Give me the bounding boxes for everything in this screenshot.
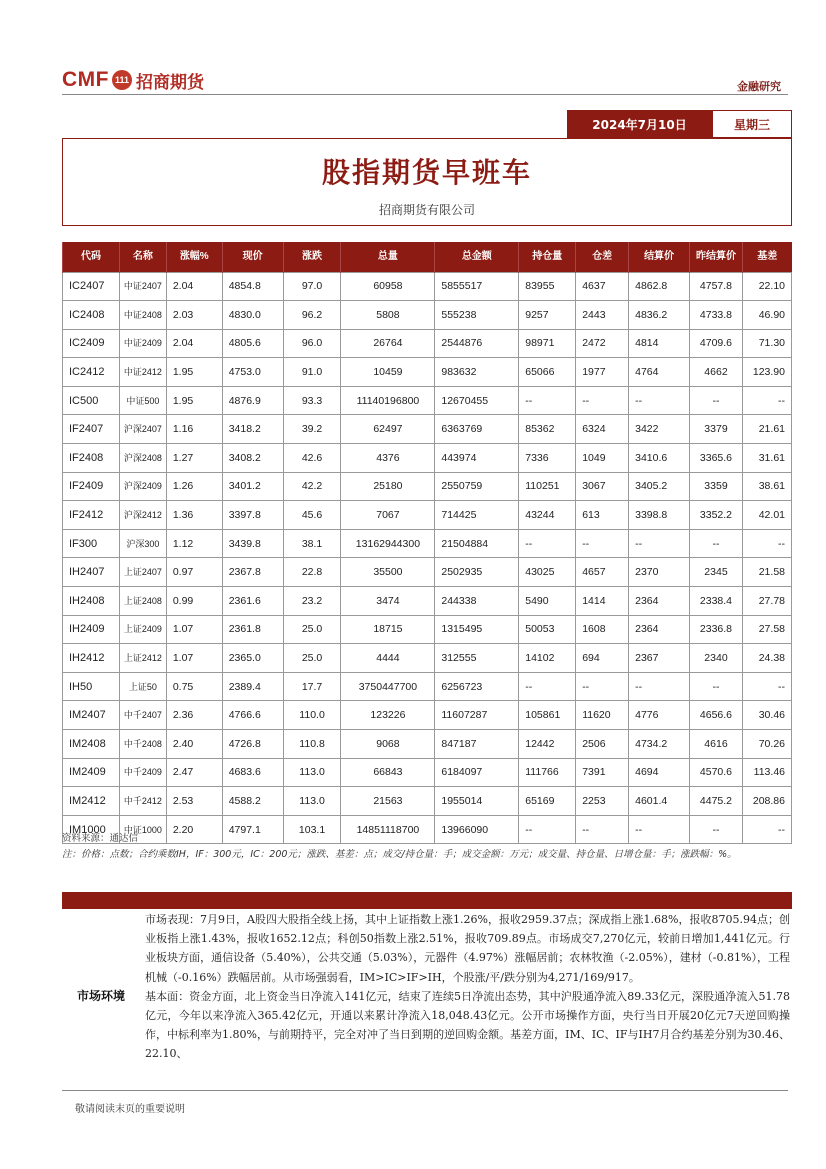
table-cell: 2389.4 — [222, 672, 283, 701]
table-cell: IM2409 — [63, 758, 120, 787]
table-cell: 2338.4 — [690, 587, 743, 616]
table-cell: 2.36 — [166, 701, 222, 730]
table-cell: -- — [629, 386, 690, 415]
table-row — [63, 615, 792, 644]
table-cell: 85362 — [519, 415, 576, 444]
table-cell: 1955014 — [435, 787, 519, 816]
table-cell: 6256723 — [435, 672, 519, 701]
table-cell: 2443 — [576, 301, 629, 330]
table-cell: -- — [690, 672, 743, 701]
table-cell: 4709.6 — [690, 329, 743, 358]
table-cell: 93.3 — [283, 386, 341, 415]
table-cell: 43025 — [519, 558, 576, 587]
table-cell: 2336.8 — [690, 615, 743, 644]
table-cell: -- — [690, 529, 743, 558]
table-cell: 110.0 — [283, 701, 341, 730]
column-header: 总金额 — [435, 242, 519, 272]
table-cell: 60958 — [341, 272, 435, 301]
table-cell: 71.30 — [742, 329, 791, 358]
table-cell: 1.07 — [166, 615, 222, 644]
table-cell: 25.0 — [283, 615, 341, 644]
table-cell: 66843 — [341, 758, 435, 787]
table-cell: 3474 — [341, 587, 435, 616]
table-cell: 1.95 — [166, 386, 222, 415]
table-cell: 42.2 — [283, 472, 341, 501]
table-cell: 13966090 — [435, 815, 519, 844]
table-cell: 上证2407 — [119, 558, 166, 587]
table-cell: 5855517 — [435, 272, 519, 301]
table-cell: 21.58 — [742, 558, 791, 587]
table-cell: 3750447700 — [341, 672, 435, 701]
table-cell: 98971 — [519, 329, 576, 358]
table-cell: 21.61 — [742, 415, 791, 444]
table-row — [63, 386, 792, 415]
table-cell: 9068 — [341, 730, 435, 759]
table-cell: 4694 — [629, 758, 690, 787]
table-cell: 103.1 — [283, 815, 341, 844]
table-cell: 1.27 — [166, 444, 222, 473]
table-cell: IF2408 — [63, 444, 120, 473]
table-cell: 4588.2 — [222, 787, 283, 816]
table-cell: IM2412 — [63, 787, 120, 816]
table-cell: -- — [742, 815, 791, 844]
logo — [62, 66, 204, 94]
table-cell: 4475.2 — [690, 787, 743, 816]
table-cell: 中证2412 — [119, 358, 166, 387]
footer-disclaimer: 敬请阅读末页的重要说明 — [75, 1104, 185, 1115]
table-cell: -- — [742, 672, 791, 701]
table-cell: 2544876 — [435, 329, 519, 358]
table-cell: 沪深2408 — [119, 444, 166, 473]
table-cell: 96.2 — [283, 301, 341, 330]
table-cell: 4797.1 — [222, 815, 283, 844]
table-cell: -- — [519, 672, 576, 701]
table-cell: 312555 — [435, 644, 519, 673]
market-performance-paragraph: 市场表现：7月9日，A股四大股指全线上扬，其中上证指数上涨1.26%，报收2959.37点；深成指上涨1.68%，报收8705.94点；创业板指上涨1.43%，报收1652.12点；科创50指数上涨2.51%，报收709.89点。市场成交7,270亿元，较前日增加1,441亿元。行业板块方面，通信设备（5.40%），公共交通（5.03%），元器件（4.97%）涨幅居前；农林牧渔（-2.05%），建材（-0.81%），工程机械（-0.16%）跌幅居前。从市场强弱看，IM>IC>IF>IH，个股涨/平/跌分别为4,271/169/917。 — [145, 913, 790, 984]
table-cell: IH2409 — [63, 615, 120, 644]
table-cell: 2.20 — [166, 815, 222, 844]
table-row — [63, 815, 792, 844]
table-cell: IH2412 — [63, 644, 120, 673]
table-cell: 3405.2 — [629, 472, 690, 501]
table-cell: 2502935 — [435, 558, 519, 587]
table-cell: 50053 — [519, 615, 576, 644]
table-cell: 2.47 — [166, 758, 222, 787]
table-cell: 4637 — [576, 272, 629, 301]
table-row — [63, 329, 792, 358]
column-header: 仓差 — [576, 242, 629, 272]
table-cell: -- — [690, 386, 743, 415]
table-cell: -- — [519, 815, 576, 844]
table-cell: IC2408 — [63, 301, 120, 330]
column-header: 持仓量 — [519, 242, 576, 272]
table-cell: 21504884 — [435, 529, 519, 558]
table-cell: 沪深300 — [119, 529, 166, 558]
table-cell: 847187 — [435, 730, 519, 759]
table-cell: 31.61 — [742, 444, 791, 473]
table-row — [63, 501, 792, 530]
table-cell: 21563 — [341, 787, 435, 816]
table-cell: -- — [690, 815, 743, 844]
table-cell: 4805.6 — [222, 329, 283, 358]
table-cell: -- — [742, 529, 791, 558]
column-header: 结算价 — [629, 242, 690, 272]
table-cell: IC2407 — [63, 272, 120, 301]
futures-table — [62, 242, 792, 844]
department-label: 金融研究 — [737, 80, 781, 93]
table-cell: 7391 — [576, 758, 629, 787]
table-cell: IC2409 — [63, 329, 120, 358]
table-cell: 613 — [576, 501, 629, 530]
table-cell: 26764 — [341, 329, 435, 358]
table-cell: 96.0 — [283, 329, 341, 358]
table-cell: -- — [576, 672, 629, 701]
table-note: 注：价格：点数；合约乘数IH，IF：300元，IC：200元；涨跌、基差：点；成交/持仓量：手；成交金额：万元；成交量、持仓量、日增仓量：手；涨跌幅：%。 — [62, 849, 737, 860]
table-cell: 113.0 — [283, 787, 341, 816]
table-cell: 2365.0 — [222, 644, 283, 673]
table-cell: 23.2 — [283, 587, 341, 616]
table-row — [63, 730, 792, 759]
table-cell: 65169 — [519, 787, 576, 816]
table-cell: 0.75 — [166, 672, 222, 701]
table-cell: 沪深2407 — [119, 415, 166, 444]
table-row — [63, 529, 792, 558]
section-bar — [62, 892, 792, 909]
table-cell: 4766.6 — [222, 701, 283, 730]
table-cell: IF300 — [63, 529, 120, 558]
report-date: 2024年7月10日 — [567, 110, 712, 138]
table-cell: 555238 — [435, 301, 519, 330]
table-cell: 2367 — [629, 644, 690, 673]
table-cell: 25180 — [341, 472, 435, 501]
table-cell: 4726.8 — [222, 730, 283, 759]
table-cell: 70.26 — [742, 730, 791, 759]
table-cell: 11140196800 — [341, 386, 435, 415]
table-cell: 4683.6 — [222, 758, 283, 787]
table-cell: 27.58 — [742, 615, 791, 644]
table-cell: 上证2412 — [119, 644, 166, 673]
table-cell: 714425 — [435, 501, 519, 530]
table-cell: 4764 — [629, 358, 690, 387]
logo-mark-icon: 111 — [112, 70, 132, 90]
table-cell: 5808 — [341, 301, 435, 330]
table-cell: 4776 — [629, 701, 690, 730]
table-cell: -- — [576, 529, 629, 558]
table-cell: 4836.2 — [629, 301, 690, 330]
table-cell: 3410.6 — [629, 444, 690, 473]
table-cell: 1608 — [576, 615, 629, 644]
table-row — [63, 701, 792, 730]
title-box — [62, 138, 792, 226]
table-cell: 62497 — [341, 415, 435, 444]
table-cell: 11620 — [576, 701, 629, 730]
table-cell: -- — [629, 672, 690, 701]
table-cell: -- — [519, 386, 576, 415]
table-header-row — [63, 242, 792, 272]
table-cell: IM2408 — [63, 730, 120, 759]
table-cell: -- — [519, 529, 576, 558]
table-cell: 4814 — [629, 329, 690, 358]
table-cell: IF2409 — [63, 472, 120, 501]
table-cell: 6363769 — [435, 415, 519, 444]
date-bar — [567, 110, 792, 138]
column-header: 总量 — [341, 242, 435, 272]
table-cell: 沪深2409 — [119, 472, 166, 501]
table-cell: 2.03 — [166, 301, 222, 330]
table-cell: 1.95 — [166, 358, 222, 387]
table-cell: 3401.2 — [222, 472, 283, 501]
table-cell: 4662 — [690, 358, 743, 387]
table-row — [63, 787, 792, 816]
table-cell: 4733.8 — [690, 301, 743, 330]
table-cell: 3359 — [690, 472, 743, 501]
table-cell: 3397.8 — [222, 501, 283, 530]
table-cell: 30.46 — [742, 701, 791, 730]
table-cell: 4376 — [341, 444, 435, 473]
data-source: 资料来源：通达信 — [62, 833, 139, 844]
table-cell: 42.01 — [742, 501, 791, 530]
table-cell: 中千2409 — [119, 758, 166, 787]
table-cell: 1.12 — [166, 529, 222, 558]
table-cell: 2364 — [629, 615, 690, 644]
table-cell: 97.0 — [283, 272, 341, 301]
table-row — [63, 415, 792, 444]
logo-text-en: CMF — [62, 68, 109, 91]
table-cell: 113.46 — [742, 758, 791, 787]
table-cell: 12442 — [519, 730, 576, 759]
table-cell: -- — [576, 815, 629, 844]
table-cell: 113.0 — [283, 758, 341, 787]
footer-divider — [62, 1090, 788, 1091]
table-cell: 110251 — [519, 472, 576, 501]
table-cell: 5490 — [519, 587, 576, 616]
table-row — [63, 472, 792, 501]
table-cell: 7336 — [519, 444, 576, 473]
table-cell: 208.86 — [742, 787, 791, 816]
table-cell: 2367.8 — [222, 558, 283, 587]
table-cell: 4830.0 — [222, 301, 283, 330]
table-cell: 中千2408 — [119, 730, 166, 759]
market-env-label: 市场环境 — [76, 988, 125, 1003]
table-cell: 2361.6 — [222, 587, 283, 616]
table-cell: IH2407 — [63, 558, 120, 587]
table-cell: IM1000 — [63, 815, 120, 844]
table-cell: 2472 — [576, 329, 629, 358]
table-row — [63, 444, 792, 473]
column-header: 现价 — [222, 242, 283, 272]
table-row — [63, 672, 792, 701]
table-cell: 91.0 — [283, 358, 341, 387]
table-cell: 2364 — [629, 587, 690, 616]
table-cell: 45.6 — [283, 501, 341, 530]
table-cell: 1414 — [576, 587, 629, 616]
table-cell: IC2412 — [63, 358, 120, 387]
table-cell: 2345 — [690, 558, 743, 587]
logo-text-cn: 招商期货 — [136, 72, 204, 93]
table-cell: 2253 — [576, 787, 629, 816]
table-cell: 2506 — [576, 730, 629, 759]
table-cell: 中证2408 — [119, 301, 166, 330]
table-cell: 中千2412 — [119, 787, 166, 816]
market-env-text — [145, 910, 790, 1064]
table-cell: -- — [629, 529, 690, 558]
table-cell: 3408.2 — [222, 444, 283, 473]
table-cell: 1.07 — [166, 644, 222, 673]
table-cell: -- — [576, 386, 629, 415]
table-cell: 3365.6 — [690, 444, 743, 473]
table-cell: 上证2408 — [119, 587, 166, 616]
table-cell: 13162944300 — [341, 529, 435, 558]
table-cell: 中证500 — [119, 386, 166, 415]
table-cell: 22.8 — [283, 558, 341, 587]
table-cell: 4444 — [341, 644, 435, 673]
table-cell: 上证2409 — [119, 615, 166, 644]
table-cell: 14851118700 — [341, 815, 435, 844]
table-row — [63, 558, 792, 587]
table-cell: 10459 — [341, 358, 435, 387]
table-cell: 中千2407 — [119, 701, 166, 730]
header-divider — [62, 94, 788, 95]
table-cell: 46.90 — [742, 301, 791, 330]
table-cell: 中证2407 — [119, 272, 166, 301]
report-weekday: 星期三 — [712, 110, 792, 138]
table-cell: IM2407 — [63, 701, 120, 730]
table-cell: 0.97 — [166, 558, 222, 587]
page-title: 股指期货早班车 — [321, 156, 532, 189]
table-cell: 18715 — [341, 615, 435, 644]
table-cell: 443974 — [435, 444, 519, 473]
table-body — [63, 272, 792, 844]
table-cell: 9257 — [519, 301, 576, 330]
column-header: 名称 — [119, 242, 166, 272]
table-cell: 6324 — [576, 415, 629, 444]
table-cell: 1977 — [576, 358, 629, 387]
table-row — [63, 587, 792, 616]
table-cell: 2370 — [629, 558, 690, 587]
table-cell: 65066 — [519, 358, 576, 387]
table-cell: 123.90 — [742, 358, 791, 387]
table-cell: 3398.8 — [629, 501, 690, 530]
table-cell: 14102 — [519, 644, 576, 673]
table-cell: 11607287 — [435, 701, 519, 730]
table-cell: 2.53 — [166, 787, 222, 816]
table-row — [63, 358, 792, 387]
table-cell: IH50 — [63, 672, 120, 701]
table-cell: 1.36 — [166, 501, 222, 530]
table-cell: 中证1000 — [119, 815, 166, 844]
table-cell: 4656.6 — [690, 701, 743, 730]
table-cell: 27.78 — [742, 587, 791, 616]
table-cell: 2.04 — [166, 272, 222, 301]
table-cell: 38.1 — [283, 529, 341, 558]
table-cell: IC500 — [63, 386, 120, 415]
table-cell: 4601.4 — [629, 787, 690, 816]
table-cell: 1049 — [576, 444, 629, 473]
table-cell: 4734.2 — [629, 730, 690, 759]
table-cell: 3352.2 — [690, 501, 743, 530]
table-cell: 上证50 — [119, 672, 166, 701]
column-header: 涨幅% — [166, 242, 222, 272]
table-cell: 3439.8 — [222, 529, 283, 558]
column-header: 基差 — [742, 242, 791, 272]
table-cell: 43244 — [519, 501, 576, 530]
table-cell: 3379 — [690, 415, 743, 444]
table-cell: 4757.8 — [690, 272, 743, 301]
table-cell: 244338 — [435, 587, 519, 616]
table-row — [63, 301, 792, 330]
table-row — [63, 272, 792, 301]
table-cell: -- — [742, 386, 791, 415]
table-cell: 4570.6 — [690, 758, 743, 787]
table-cell: 4862.8 — [629, 272, 690, 301]
table-cell: 1.16 — [166, 415, 222, 444]
table-cell: 123226 — [341, 701, 435, 730]
company-name: 招商期货有限公司 — [378, 203, 475, 217]
table-cell: 24.38 — [742, 644, 791, 673]
table-cell: IH2408 — [63, 587, 120, 616]
column-header: 昨结算价 — [690, 242, 743, 272]
table-cell: IF2412 — [63, 501, 120, 530]
table-cell: 25.0 — [283, 644, 341, 673]
table-cell: IF2407 — [63, 415, 120, 444]
table-cell: 2340 — [690, 644, 743, 673]
table-cell: 4876.9 — [222, 386, 283, 415]
table-cell: 694 — [576, 644, 629, 673]
table-cell: 22.10 — [742, 272, 791, 301]
table-cell: 6184097 — [435, 758, 519, 787]
table-cell: 42.6 — [283, 444, 341, 473]
table-cell: 2.40 — [166, 730, 222, 759]
table-cell: 4753.0 — [222, 358, 283, 387]
table-cell: 110.8 — [283, 730, 341, 759]
column-header: 涨跌 — [283, 242, 341, 272]
table-cell: 2550759 — [435, 472, 519, 501]
table-cell: 111766 — [519, 758, 576, 787]
table-cell: 0.99 — [166, 587, 222, 616]
table-cell: 1.26 — [166, 472, 222, 501]
table-cell: 35500 — [341, 558, 435, 587]
table-cell: 983632 — [435, 358, 519, 387]
table-cell: 3418.2 — [222, 415, 283, 444]
table-cell: 4657 — [576, 558, 629, 587]
table-cell: 3067 — [576, 472, 629, 501]
table-cell: 39.2 — [283, 415, 341, 444]
table-cell: 7067 — [341, 501, 435, 530]
table-cell: 中证2409 — [119, 329, 166, 358]
table-cell: 12670455 — [435, 386, 519, 415]
table-cell: 4616 — [690, 730, 743, 759]
column-header: 代码 — [63, 242, 120, 272]
table-row — [63, 644, 792, 673]
fundamentals-paragraph: 基本面：资金方面，北上资金当日净流入141亿元，结束了连续5日净流出态势，其中沪股通净流入89.33亿元，深股通净流入51.78亿元，今年以来净流入365.42亿元，开通以来累计净流入18,048.43亿元。公开市场操作方面，央行当日开展20亿元7天逆回购操作，中标利率为1.80%，与前期持平，完全对冲了当日到期的逆回购金额。基差方面，IM、IC、IF与IH7月合约基差分别为30.46、22.10、 — [145, 989, 790, 1061]
table-cell: 2.04 — [166, 329, 222, 358]
table-cell: 38.61 — [742, 472, 791, 501]
table-cell: 83955 — [519, 272, 576, 301]
table-cell: 2361.8 — [222, 615, 283, 644]
table-cell: 3422 — [629, 415, 690, 444]
table-cell: -- — [629, 815, 690, 844]
table-row — [63, 758, 792, 787]
table-cell: 沪深2412 — [119, 501, 166, 530]
table-cell: 1315495 — [435, 615, 519, 644]
table-cell: 4854.8 — [222, 272, 283, 301]
table-cell: 105861 — [519, 701, 576, 730]
table-cell: 17.7 — [283, 672, 341, 701]
